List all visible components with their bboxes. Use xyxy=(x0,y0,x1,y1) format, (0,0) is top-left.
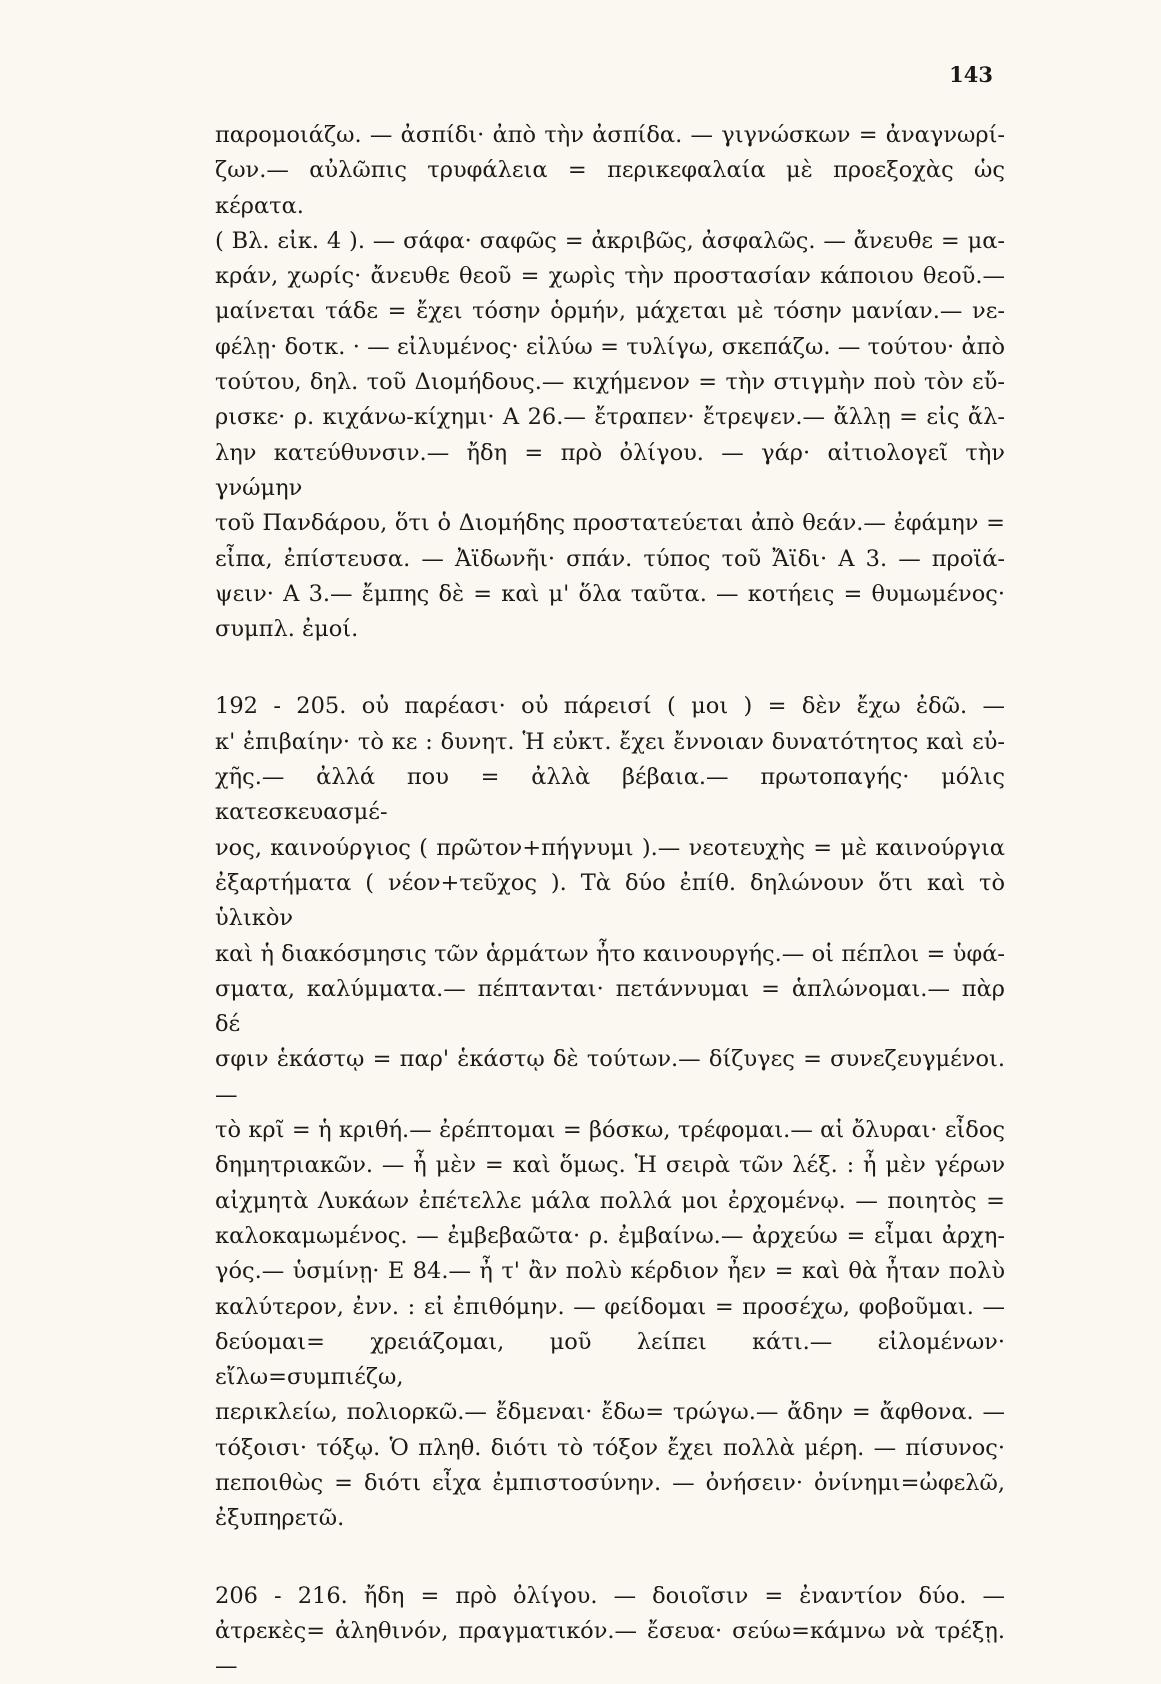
section-heading-line: 192 - 205. οὐ παρέασι· οὐ πάρεισί ( μοι ) = δὲν ἔχω ἐδῶ. — xyxy=(215,693,1005,720)
text-line: τόξοισι· τόξῳ. Ὁ πληθ. διότι τὸ τόξον ἔχει πολλὰ μέρη. — πίσυνος· xyxy=(215,1434,1005,1461)
text-line: ἐξαρτήματα ( νέον+τεῦχος ). Τὰ δύο ἐπίθ. δηλώνουν ὅτι καὶ τὸ ὑλικὸν xyxy=(215,869,1005,932)
text-line: πεποιθὼς = διότι εἶχα ἐμπιστοσύνην. — ὀνήσειν· ὀνίνημι=ὠφελῶ, xyxy=(215,1469,1005,1496)
section-heading-line: 206 - 216. ἤδη = πρὸ ὀλίγου. — δοιοῖσιν = ἐναντίον δύο. — xyxy=(215,1582,1005,1609)
text-line: μαίνεται τάδε = ἔχει τόσην ὁρμήν, μάχεται μὲ τόσην μανίαν.— νε- xyxy=(215,298,1005,325)
paragraph-1 xyxy=(215,118,1005,647)
paragraph-3 xyxy=(215,1579,1005,1684)
text-line: γός.— ὑσμίνῃ· Ε 84.— ἦ τ' ἂν πολὺ κέρδιον ἦεν = καὶ θὰ ἦταν πολὺ xyxy=(215,1258,1005,1285)
text-line: συμπλ. ἐμοί. xyxy=(215,616,359,643)
text-line: εἶπα, ἐπίστευσα. — Ἀϊδωνῆι· σπάν. τύπος τοῦ Ἄϊδι· Α 3. — προϊά- xyxy=(215,545,1005,572)
text-line: τὸ κρῖ = ἡ κριθή.— ἐρέπτομαι = βόσκω, τρέφομαι.— αἱ ὄλυραι· εἶδος xyxy=(215,1117,1005,1144)
commentary-body xyxy=(215,118,1005,1684)
text-line: λην κατεύθυνσιν.— ἤδη = πρὸ ὀλίγου. — γάρ· αἰτιολογεῖ τὴν γνώμην xyxy=(215,439,1005,501)
text-line: ἀτρεκὲς= ἀληθινόν, πραγματικόν.— ἔσευα· σεύω=κάμνω νὰ τρέξῃ. — xyxy=(215,1617,1005,1680)
text-line: ρισκε· ρ. κιχάνω-κίχημι· Α 26.— ἔτραπεν· ἔτρεψεν.— ἄλλῃ = εἰς ἄλ- xyxy=(215,404,1005,431)
text-line: καλοκαμωμένος. — ἐμβεβαῶτα· ρ. ἐμβαίνω.— ἀρχεύω = εἶμαι ἀρχη- xyxy=(215,1222,1005,1249)
text-line: χῆς.— ἀλλά που = ἀλλὰ βέβαια.— πρωτοπαγής· μόλις κατεσκευασμέ- xyxy=(215,764,1005,826)
page-number: 143 xyxy=(949,62,993,87)
text-line: καὶ ἡ διακόσμησις τῶν ἁρμάτων ἦτο καινουργής.— οἱ πέπλοι = ὑφά- xyxy=(215,940,1005,967)
text-line: φέλῃ· δοτκ. · — εἰλυμένος· εἰλύω = τυλίγω, σκεπάζω. — τούτου· ἀπὸ xyxy=(215,333,1005,360)
text-line: τούτου, δηλ. τοῦ Διομήδους.— κιχήμενον = τὴν στιγμὴν ποὺ τὸν εὔ- xyxy=(215,369,1005,396)
text-line: ( Βλ. εἰκ. 4 ). — σάφα· σαφῶς = ἀκριβῶς, ἀσφαλῶς. — ἄνευθε = μα- xyxy=(215,227,1005,254)
text-line: τοῦ Πανδάρου, ὅτι ὁ Διομήδης προστατεύεται ἀπὸ θεάν.— ἐφάμην = xyxy=(215,510,1005,537)
text-line: ζων.— αὐλῶπις τρυφάλεια = περικεφαλαία μὲ προεξοχὰς ὡς κέρατα. xyxy=(215,157,1005,219)
paragraph-gap xyxy=(215,1537,1005,1579)
text-line: σματα, καλύμματα.— πέπτανται· πετάννυμαι = ἁπλώνομαι.— πὰρ δέ xyxy=(215,975,1005,1038)
text-line: κράν, χωρίς· ἄνευθε θεοῦ = χωρὶς τὴν προστασίαν κάποιου θεοῦ.— xyxy=(215,263,1005,290)
text-line: περικλείω, πολιορκῶ.— ἔδμεναι· ἔδω= τρώγω.— ἄδην = ἄφθονα. — xyxy=(215,1399,1005,1426)
text-line: κ' ἐπιβαίην· τὸ κε : δυνητ. Ἡ εὐκτ. ἔχει ἔννοιαν δυνατότητος καὶ εὐ- xyxy=(215,728,1005,755)
text-line: καλύτερον, ἐνν. : εἰ ἐπιθόμην. — φείδομαι = προσέχω, φοβοῦμαι. — xyxy=(215,1293,1005,1320)
paragraph-gap xyxy=(215,647,1005,689)
text-line: αἰχμητὰ Λυκάων ἐπέτελλε μάλα πολλά μοι ἐρχομένῳ. — ποιητὸς = xyxy=(215,1187,1005,1214)
text-line: ἐξυπηρετῶ. xyxy=(215,1505,345,1532)
paragraph-2 xyxy=(215,689,1005,1536)
text-line: νος, καινούργιος ( πρῶτον+πήγνυμι ).— νεοτευχὴς = μὲ καινούργια xyxy=(215,834,1005,861)
text-line: δεύομαι= χρειάζομαι, μοῦ λείπει κάτι.— εἰλομένων· εἴλω=συμπιέζω, xyxy=(215,1328,1005,1391)
text-line: ψειν· Α 3.— ἔμπης δὲ = καὶ μ' ὅλα ταῦτα. — κοτήεις = θυμωμένος· xyxy=(215,580,1005,607)
text-line: σφιν ἑκάστῳ = παρ' ἑκάστῳ δὲ τούτων.— δίζυγες = συνεζευγμένοι.— xyxy=(215,1046,1005,1108)
text-line: παρομοιάζω. — ἀσπίδι· ἀπὸ τὴν ἀσπίδα. — γιγνώσκων = ἀναγνωρί- xyxy=(215,122,1005,148)
text-line: δημητριακῶν. — ἦ μὲν = καὶ ὅμως. Ἡ σειρὰ τῶν λέξ. : ἦ μὲν γέρων xyxy=(215,1152,1005,1179)
